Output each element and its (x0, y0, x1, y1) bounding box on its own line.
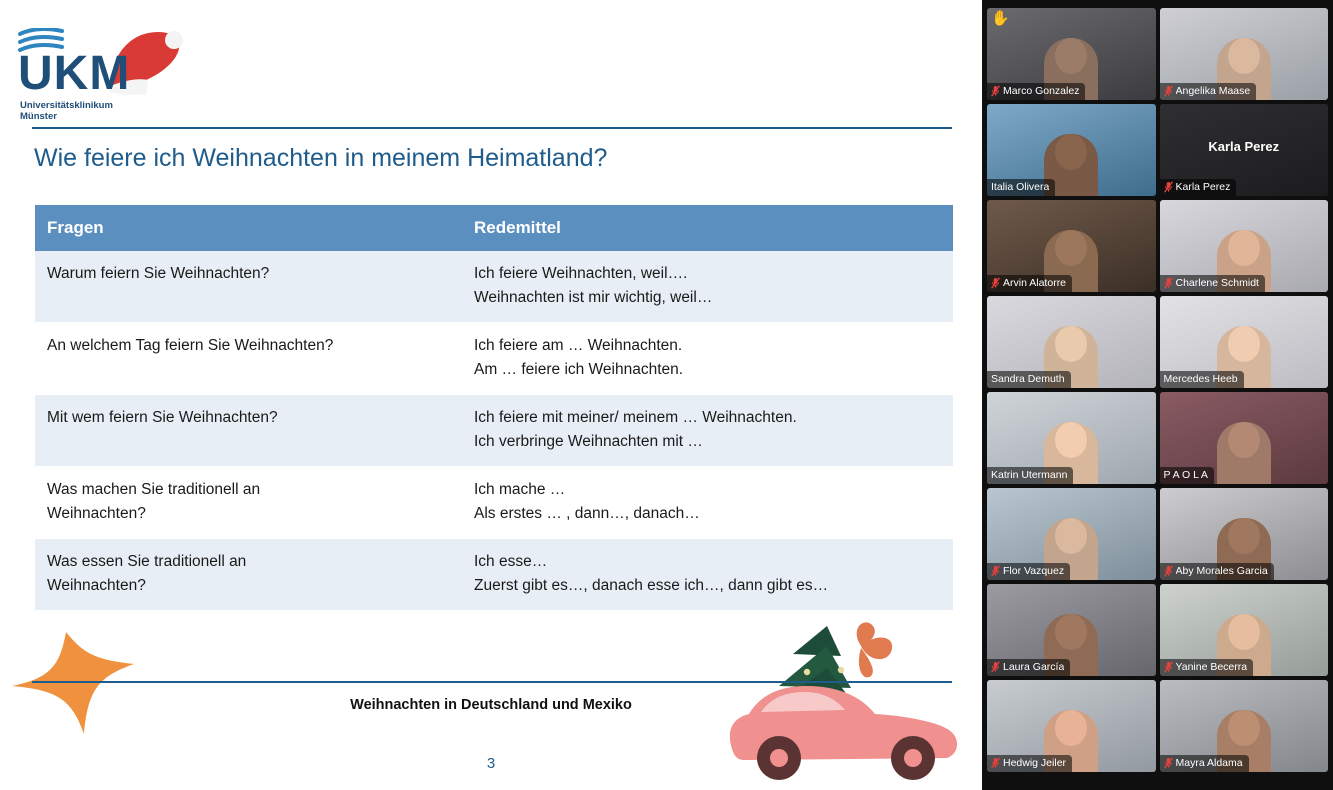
participant-tile[interactable] (987, 8, 1156, 100)
person-face (1228, 422, 1260, 458)
participant-name: Sandra Demuth (991, 373, 1065, 385)
participant-tile[interactable] (987, 296, 1156, 388)
microphone-muted-icon (1164, 565, 1173, 577)
table-row (35, 395, 953, 467)
redemittel-line: Zuerst gibt es…, danach esse ich…, dann gibt es… (474, 577, 829, 595)
raised-hand-icon: ✋ (991, 10, 1010, 27)
participant-name-bar (987, 563, 1070, 580)
table-row (35, 467, 953, 539)
redemittel-line: Ich mache … (474, 481, 566, 499)
participant-tile[interactable] (1160, 680, 1329, 772)
participant-name: Flor Vazquez (1003, 565, 1065, 577)
microphone-muted-icon (991, 277, 1000, 289)
column-header-redemittel: Redemittel (462, 205, 953, 251)
participant-tile[interactable] (1160, 200, 1329, 292)
participant-name-bar (1160, 83, 1257, 100)
participant-name: Karla Perez (1175, 181, 1231, 193)
logo-subtitle (20, 100, 113, 122)
participant-tile[interactable] (987, 200, 1156, 292)
participant-tile[interactable] (1160, 104, 1329, 196)
participant-name-bar (987, 179, 1055, 196)
person-face (1228, 326, 1260, 362)
participant-tile[interactable] (987, 584, 1156, 676)
participant-tile[interactable] (987, 488, 1156, 580)
participant-grid (987, 8, 1328, 772)
participant-name-bar (1160, 659, 1254, 676)
logo-subtitle-line1: Universitätsklinikum (20, 100, 113, 111)
table-row (35, 251, 953, 323)
person-face (1228, 614, 1260, 650)
frage-line: Was essen Sie traditionell an (47, 553, 247, 571)
participant-name-bar (1160, 755, 1249, 772)
frage-line: An welchem Tag feiern Sie Weihnachten? (47, 337, 334, 355)
star-decoration-icon (8, 630, 168, 740)
frage-line: Warum feiern Sie Weihnachten? (47, 265, 270, 282)
cell-frage (35, 539, 462, 611)
cell-frage (35, 251, 462, 323)
participant-name-bar (1160, 371, 1244, 388)
redemittel-line: Als erstes … , dann…, danach… (474, 505, 700, 523)
questions-table (35, 205, 953, 611)
person-face (1055, 614, 1087, 650)
participant-name-bar (987, 755, 1072, 772)
frage-line: Weihnachten? (47, 577, 146, 595)
participant-tile[interactable] (987, 392, 1156, 484)
participant-name: P A O L A (1163, 469, 1208, 481)
person-face (1228, 230, 1260, 266)
participant-tile[interactable] (1160, 392, 1329, 484)
participant-name: Aby Morales Garcia (1175, 565, 1268, 577)
participant-name: Yanine Becerra (1175, 661, 1248, 673)
cell-redemittel (462, 467, 953, 539)
column-header-fragen: Fragen (35, 205, 462, 251)
participant-name: Mercedes Heeb (1163, 373, 1238, 385)
person-face (1055, 134, 1087, 170)
frage-line: Weihnachten? (47, 505, 146, 523)
slide-title: Wie feiere ich Weihnachten in meinem Heimatland? (34, 144, 608, 172)
microphone-muted-icon (1164, 85, 1173, 97)
participant-name: Italia Olivera (991, 181, 1050, 193)
participant-name-bar (987, 467, 1073, 484)
microphone-muted-icon (991, 565, 1000, 577)
participant-name-bar (987, 371, 1071, 388)
participant-name: Angelika Maase (1175, 85, 1251, 97)
cell-redemittel (462, 323, 953, 395)
cell-frage (35, 467, 462, 539)
person-face (1228, 518, 1260, 554)
cell-frage (35, 395, 462, 467)
microphone-muted-icon (991, 757, 1000, 769)
participant-name: Katrin Utermann (991, 469, 1068, 481)
person-face (1055, 518, 1087, 554)
participant-name: Marco Gonzalez (1003, 85, 1080, 97)
table-header-row (35, 205, 953, 251)
person-face (1055, 710, 1087, 746)
participant-name-bar (987, 659, 1070, 676)
participant-tile[interactable] (1160, 8, 1329, 100)
cell-frage (35, 323, 462, 395)
redemittel-line: Weihnachten ist mir wichtig, weil… (474, 289, 713, 307)
person-face (1055, 326, 1087, 362)
logo-subtitle-line2: Münster (20, 111, 57, 122)
microphone-muted-icon (991, 661, 1000, 673)
person-face (1228, 38, 1260, 74)
participant-name: Laura García (1003, 661, 1065, 673)
table-row (35, 539, 953, 611)
redemittel-line: Ich feiere mit meiner/ meinem … Weihnachten. (474, 409, 797, 427)
microphone-muted-icon (1164, 277, 1173, 289)
cell-redemittel (462, 395, 953, 467)
participant-name: Mayra Aldama (1175, 757, 1243, 769)
logo-wordmark: UKM (18, 47, 131, 100)
video-participants-panel (982, 0, 1333, 790)
cell-redemittel (462, 251, 953, 323)
cell-redemittel (462, 539, 953, 611)
header-divider (32, 127, 952, 129)
person-face (1055, 38, 1087, 74)
participant-name: Arvin Alatorre (1003, 277, 1067, 289)
table-row (35, 323, 953, 395)
participant-name-bar (1160, 563, 1274, 580)
frage-line: Mit wem feiern Sie Weihnachten? (47, 409, 278, 427)
footer-divider (32, 681, 952, 683)
participant-tile[interactable] (987, 104, 1156, 196)
participant-tile[interactable] (1160, 488, 1329, 580)
frage-line: Was machen Sie traditionell an (47, 481, 261, 499)
participant-name-bar (1160, 467, 1214, 484)
redemittel-line: Ich feiere am … Weihnachten. (474, 337, 683, 355)
slide-footer: Weihnachten in Deutschland und Mexiko (350, 697, 632, 713)
participant-name-bar (987, 83, 1085, 100)
redemittel-line: Ich esse… (474, 553, 548, 571)
participant-name-bar (1160, 275, 1265, 292)
person-face (1055, 422, 1087, 458)
microphone-muted-icon (1164, 181, 1173, 193)
ukm-logo (18, 20, 188, 120)
person-face (1228, 710, 1260, 746)
participant-name-bar (1160, 179, 1237, 196)
participant-center-name: Karla Perez (1208, 138, 1280, 154)
microphone-muted-icon (991, 85, 1000, 97)
redemittel-line: Ich feiere Weihnachten, weil…. (474, 265, 688, 282)
person-face (1055, 230, 1087, 266)
page-number: 3 (486, 755, 496, 772)
participant-name: Charlene Schmidt (1175, 277, 1259, 289)
redemittel-line: Ich verbringe Weihnachten mit … (474, 433, 703, 451)
participant-name: Hedwig Jeiler (1003, 757, 1067, 769)
microphone-muted-icon (1164, 757, 1173, 769)
participant-tile[interactable] (1160, 584, 1329, 676)
microphone-muted-icon (1164, 661, 1173, 673)
participant-tile[interactable] (987, 680, 1156, 772)
participant-name-bar (987, 275, 1072, 292)
redemittel-line: Am … feiere ich Weihnachten. (474, 361, 684, 379)
participant-tile[interactable] (1160, 296, 1329, 388)
